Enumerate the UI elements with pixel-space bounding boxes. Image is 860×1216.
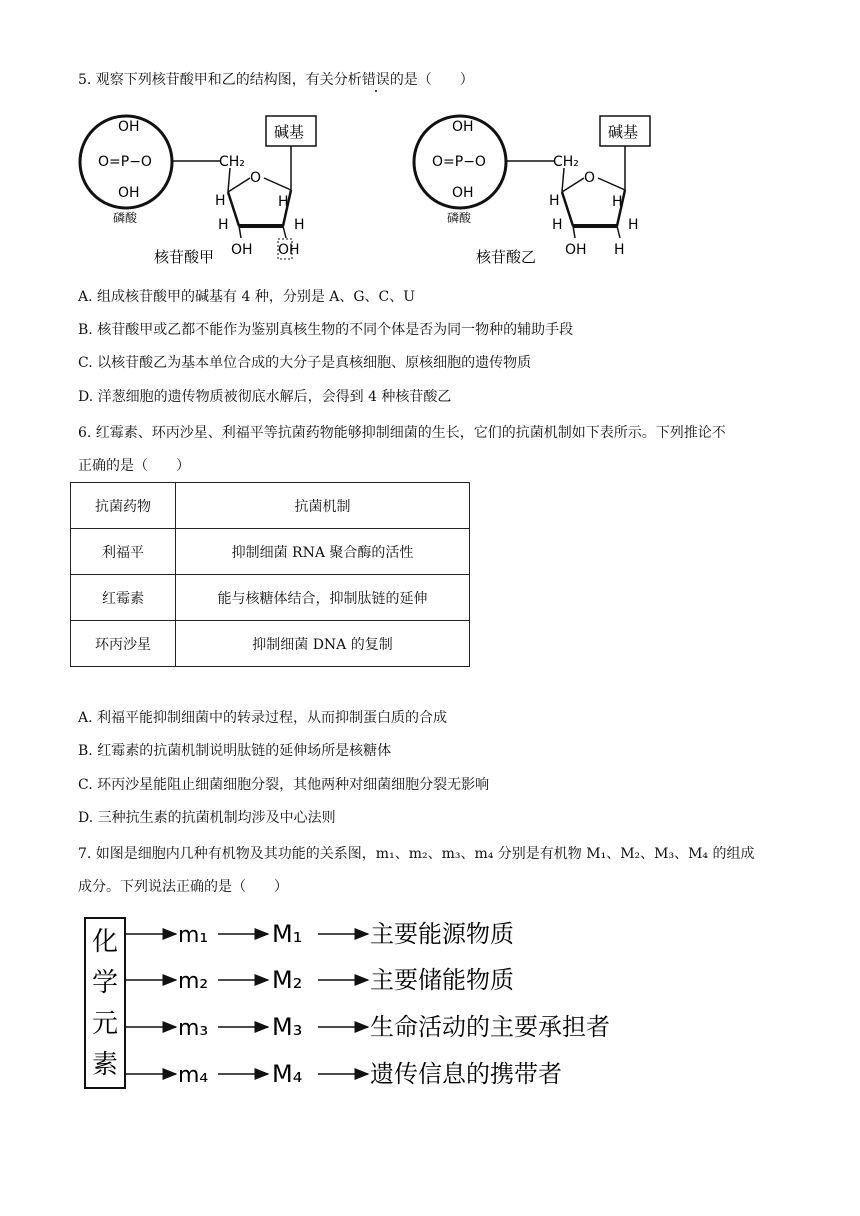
q6-stem-line2: 正确的是（ ） <box>78 458 190 474</box>
fig-a-label: 核苷酸甲 <box>154 248 215 266</box>
diagram-row-1 <box>126 920 514 948</box>
q6-option-d: D. 三种抗生素的抗菌机制均涉及中心法则 <box>78 810 336 826</box>
table-cell: 能与核糖体结合，抑制肽链的延伸 <box>176 575 470 621</box>
box-char-1: 化 <box>92 927 119 957</box>
fig-a-oh-right: OH <box>278 242 300 258</box>
fig-a-ring-o: O <box>250 170 262 186</box>
q6-option-c: C. 环丙沙星能阻止细菌细胞分裂，其他两种对细菌细胞分裂无影响 <box>78 777 490 793</box>
diagram-row-4 <box>126 1060 562 1088</box>
function-2: 主要储能物质 <box>370 966 514 994</box>
antibiotic-table <box>70 482 470 667</box>
q5-option-d: D. 洋葱细胞的遗传物质被彻底水解后，会得到 4 种核苷酸乙 <box>78 389 452 405</box>
fig-b-oh-top: OH <box>452 119 474 135</box>
fig-b-oh-left: OH <box>565 242 587 258</box>
M3-label: M₃ <box>272 1013 303 1041</box>
table-cell: 利福平 <box>71 529 176 575</box>
table-header-row <box>71 483 470 529</box>
function-3: 生命活动的主要承担者 <box>370 1013 610 1041</box>
fig-a-h-low-left: H <box>218 217 229 233</box>
fig-b-oh-bottom: OH <box>452 185 474 201</box>
fig-a-oh-bottom: OH <box>118 185 140 201</box>
fig-b-h-left: H <box>549 193 560 209</box>
fig-b-phosphate: 磷酸 <box>447 211 472 225</box>
table-header-cell: 抗菌机制 <box>176 483 470 529</box>
fig-b-p-group: O=P−O <box>432 154 486 170</box>
table-cell: 抑制细菌 DNA 的复制 <box>176 621 470 667</box>
fig-a-ch2: CH₂ <box>219 154 245 170</box>
organic-matter-diagram <box>80 910 610 1100</box>
function-4: 遗传信息的携带者 <box>370 1060 562 1088</box>
fig-a-p-group: O=P−O <box>98 154 152 170</box>
fig-b-base: 碱基 <box>608 123 639 141</box>
m4-label: m₄ <box>178 1063 209 1088</box>
q5-option-b: B. 核苷酸甲或乙都不能作为鉴别真核生物的不同个体是否为同一物种的辅助手段 <box>78 322 574 338</box>
q5-option-a: A. 组成核苷酸甲的碱基有 4 种，分别是 A、G、C、U <box>78 289 416 305</box>
fig-b-h-low-right: H <box>628 217 639 233</box>
q5-stem: 5. 观察下列核苷酸甲和乙的结构图，有关分析错误的是（ ） <box>78 72 474 88</box>
fig-b-ch2: CH₂ <box>553 154 579 170</box>
q5-option-c: C. 以核苷酸乙为基本单位合成的大分子是真核细胞、原核细胞的遗传物质 <box>78 355 532 371</box>
fig-a-phosphate: 磷酸 <box>113 211 138 225</box>
diagram-row-2 <box>126 966 514 994</box>
table-row <box>71 529 470 575</box>
q6-option-a: A. 利福平能抑制细菌中的转录过程，从而抑制蛋白质的合成 <box>78 710 448 726</box>
nucleotide-b-figure <box>412 104 684 272</box>
fig-b-ring-o: O <box>584 170 596 186</box>
fig-a-oh-top: OH <box>118 119 140 135</box>
m1-label: m₁ <box>178 923 209 948</box>
fig-a-base: 碱基 <box>274 123 305 141</box>
fig-a-h-low-right: H <box>294 217 305 233</box>
M4-label: M₄ <box>272 1060 303 1088</box>
fig-b-h-bottom: H <box>614 242 625 258</box>
fig-b-h-right: H <box>612 194 623 210</box>
m3-label: m₃ <box>178 1016 209 1041</box>
box-char-2: 学 <box>92 968 119 998</box>
fig-b-h-low-left: H <box>552 217 563 233</box>
M2-label: M₂ <box>272 966 303 994</box>
fig-a-h-right: H <box>278 194 289 210</box>
box-char-4: 素 <box>92 1050 119 1080</box>
function-1: 主要能源物质 <box>370 920 514 948</box>
table-cell: 抑制细菌 RNA 聚合酶的活性 <box>176 529 470 575</box>
box-char-3: 元 <box>92 1009 119 1039</box>
q5-stem-emphasis: 错误 <box>361 72 390 88</box>
diagram-row-3 <box>126 1013 610 1041</box>
table-header-cell: 抗菌药物 <box>71 483 176 529</box>
M1-label: M₁ <box>272 920 303 948</box>
table-row <box>71 621 470 667</box>
q6-stem-line1: 6. 红霉素、环丙沙星、利福平等抗菌药物能够抑制细菌的生长，它们的抗菌机制如下表所示。下列推论不 <box>78 425 726 441</box>
nucleotide-a-figure <box>78 104 350 272</box>
table-row <box>71 575 470 621</box>
fig-a-h-left: H <box>215 193 226 209</box>
table-cell: 红霉素 <box>71 575 176 621</box>
q7-stem-line1: 7. 如图是细胞内几种有机物及其功能的关系图，m₁、m₂、m₃、m₄ 分别是有机物 M₁、M₂、M₃、M₄ 的组成 <box>78 846 755 862</box>
q6-option-b: B. 红霉素的抗菌机制说明肽链的延伸场所是核糖体 <box>78 743 392 759</box>
m2-label: m₂ <box>178 969 209 994</box>
q7-stem-line2: 成分。下列说法正确的是（ ） <box>78 879 288 895</box>
fig-b-label: 核苷酸乙 <box>476 248 537 266</box>
fig-a-oh-left: OH <box>231 242 253 258</box>
table-cell: 环丙沙星 <box>71 621 176 667</box>
